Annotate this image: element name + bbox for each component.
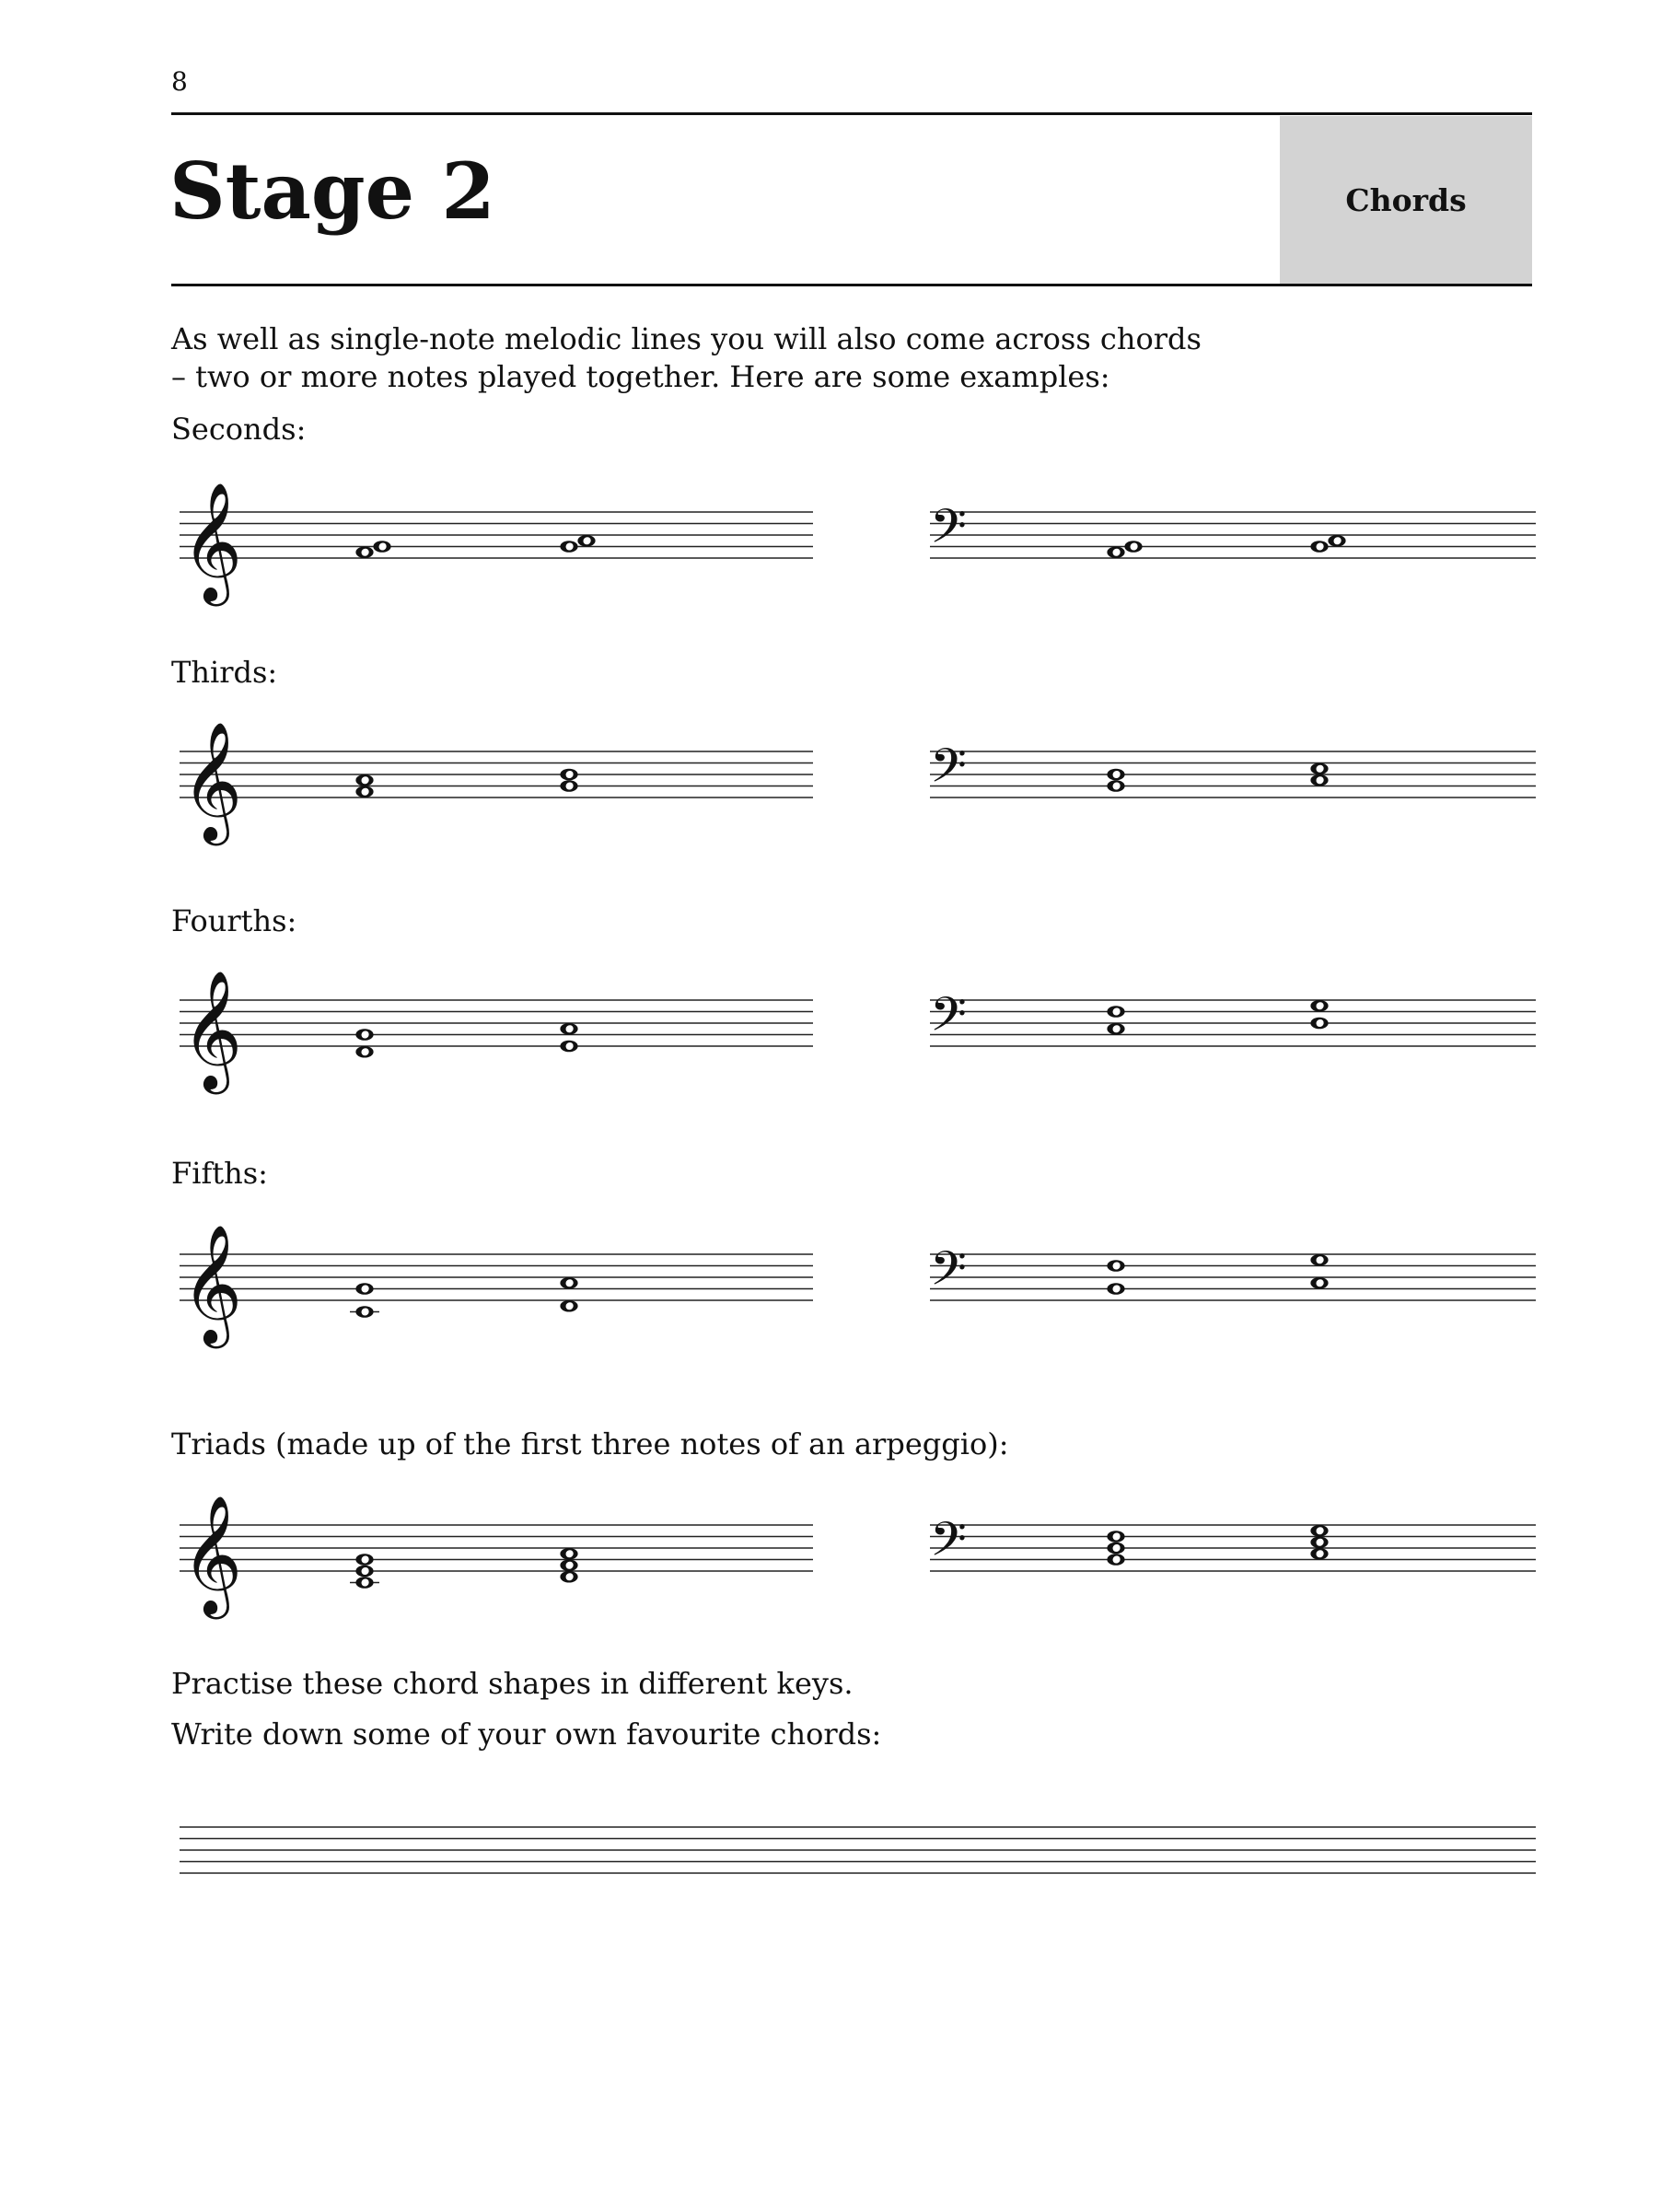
- whole-note: [560, 1300, 577, 1312]
- whole-note: [1310, 541, 1328, 553]
- bass-clef-symbol: 𝄢: [930, 1511, 967, 1578]
- treble-clef-symbol: 𝄞: [181, 1495, 243, 1614]
- whole-note: [1310, 1525, 1328, 1537]
- write-instruction: Write down some of your own favourite chords:: [171, 1717, 882, 1752]
- whole-note: [577, 535, 595, 547]
- whole-note: [560, 769, 577, 781]
- bass-staff-2: [930, 986, 1536, 1054]
- whole-note: [1310, 1254, 1328, 1266]
- whole-note: [1107, 546, 1124, 558]
- blank-writing-staff: [180, 1827, 1536, 1873]
- whole-note: [373, 541, 390, 553]
- whole-note: [355, 774, 373, 786]
- bass-staff-0: [930, 498, 1536, 565]
- practise-instruction: Practise these chord shapes in different keys.: [171, 1666, 854, 1701]
- whole-note: [560, 1571, 577, 1583]
- whole-note: [1310, 1536, 1328, 1548]
- bass-clef-symbol: 𝄢: [930, 986, 967, 1054]
- section-tab-label: Chords: [1345, 182, 1467, 218]
- treble-staff-4: [180, 1495, 813, 1620]
- whole-note: [1310, 774, 1328, 786]
- whole-note: [1107, 1006, 1124, 1018]
- intro-line-2: – two or more notes played together. Here are some examples:: [171, 359, 1110, 394]
- page-title: Stage 2: [169, 146, 495, 237]
- treble-clef-symbol: 𝄞: [181, 1224, 243, 1344]
- whole-note: [1328, 535, 1345, 547]
- treble-staff-3: [180, 1224, 813, 1349]
- whole-note: [1310, 1018, 1328, 1030]
- whole-note: [355, 1029, 373, 1041]
- bass-staff-1: [930, 738, 1536, 805]
- whole-note: [560, 1277, 577, 1289]
- whole-note: [1124, 541, 1142, 553]
- whole-note: [1310, 1277, 1328, 1289]
- whole-note: [1107, 780, 1124, 792]
- whole-note: [355, 1283, 373, 1295]
- treble-staff-0: [180, 482, 813, 607]
- whole-note: [1107, 1554, 1124, 1566]
- whole-note: [560, 1548, 577, 1560]
- treble-staff-2: [180, 970, 813, 1095]
- whole-note: [1310, 1000, 1328, 1012]
- whole-note: [1310, 763, 1328, 774]
- whole-note: [355, 786, 373, 797]
- whole-note: [1107, 769, 1124, 781]
- section-label-fifths: Fifths:: [171, 1156, 268, 1191]
- intro-line-1: As well as single-note melodic lines you will also come across chords: [171, 321, 1202, 356]
- whole-note: [355, 1554, 373, 1566]
- whole-note: [560, 780, 577, 792]
- whole-note: [1310, 1548, 1328, 1560]
- treble-clef-symbol: 𝄞: [181, 482, 243, 601]
- treble-clef-symbol: 𝄞: [181, 970, 243, 1089]
- whole-note: [355, 1306, 373, 1318]
- bass-staff-4: [930, 1511, 1536, 1578]
- section-label-triads: Triads (made up of the first three notes of an arpeggio):: [171, 1426, 1009, 1461]
- bass-clef-symbol: 𝄢: [930, 498, 967, 565]
- whole-note: [355, 546, 373, 558]
- whole-note: [1107, 1283, 1124, 1295]
- whole-note: [560, 1041, 577, 1053]
- bass-clef-symbol: 𝄢: [930, 738, 967, 805]
- treble-staff-1: [180, 721, 813, 846]
- whole-note: [1107, 1260, 1124, 1272]
- whole-note: [355, 1566, 373, 1578]
- section-label-thirds: Thirds:: [171, 655, 278, 690]
- bass-clef-symbol: 𝄢: [930, 1240, 967, 1308]
- whole-note: [1107, 1023, 1124, 1035]
- treble-clef-symbol: 𝄞: [181, 721, 243, 841]
- whole-note: [1107, 1531, 1124, 1543]
- section-label-seconds: Seconds:: [171, 412, 307, 447]
- whole-note: [560, 1559, 577, 1571]
- whole-note: [560, 541, 577, 553]
- bass-staff-3: [930, 1240, 1536, 1308]
- whole-note: [560, 1023, 577, 1035]
- section-label-fourths: Fourths:: [171, 903, 297, 938]
- whole-note: [355, 1046, 373, 1058]
- whole-note: [1107, 1543, 1124, 1554]
- page-number: 8: [171, 66, 188, 97]
- whole-note: [355, 1577, 373, 1589]
